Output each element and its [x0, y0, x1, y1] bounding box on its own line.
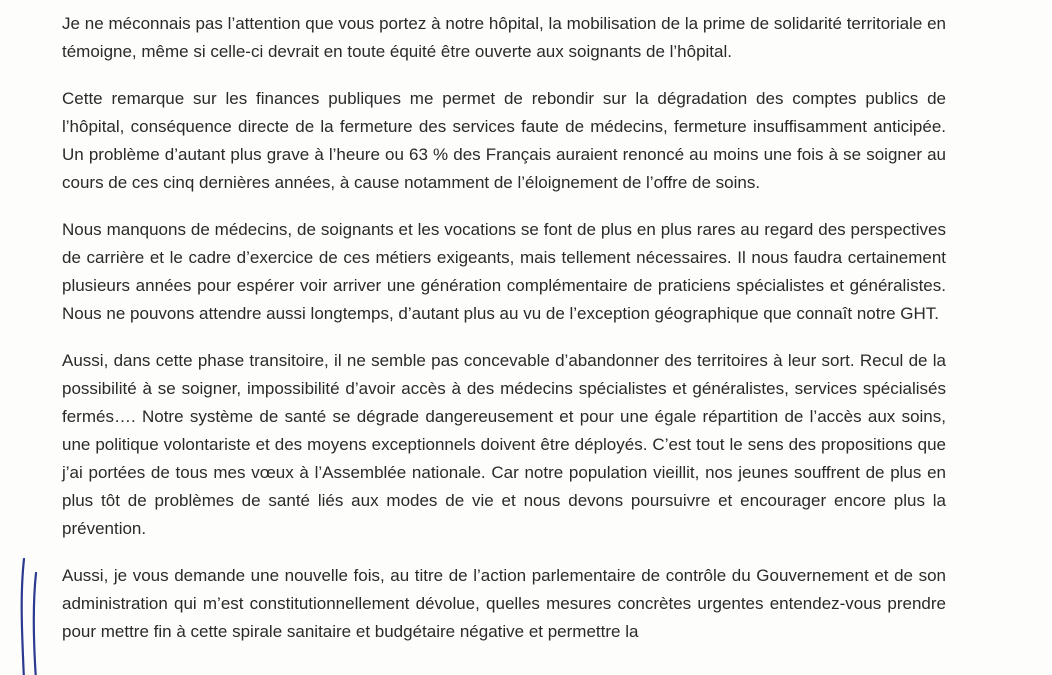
paragraph-public-finances: Cette remarque sur les finances publiques me permet de rebondir sur la dégradation des comptes publics de l’hôpital, conséquence directe de la fermeture des services faute de médecins, fermeture insuffisamment anticipée. Un problème d’autant plus grave à l’heure ou 63 % des Français auraient renoncé au moins une fois à se soigner au cours de ces cinq dernières années, à cause notamment de l’éloignement de l’offre de soins. — [62, 89, 946, 192]
paragraph-request-measures: Aussi, je vous demande une nouvelle fois, au titre de l’action parlementaire de contrôle du Gouvernement et de son administration qui m’est constitutionnellement dévolue, quelles mesures concrètes urgentes entendez-vous prendre pour mettre fin à cette spirale sanitaire et budgétaire négative et permettre la — [62, 566, 946, 641]
letter-body — [62, 10, 946, 665]
handwritten-margin-mark — [14, 555, 54, 675]
paragraph-transition-phase: Aussi, dans cette phase transitoire, il ne semble pas concevable d’abandonner des territoires à leur sort. Recul de la possibilité à se soigner, impossibilité d’avoir accès à des médecins spécialistes et généralistes, services spécialisés fermés…. Notre système de santé se dégrade dangereusement et pour une égale répartition de l’accès aux soins, une politique volontariste et des moyens exceptionnels doivent être déployés. C’est tout le sens des propositions que j’ai portées de tous mes vœux à l’Assemblée nationale. Car notre population vieillit, nos jeunes souffrent de plus en plus tôt de problèmes de santé liés aux modes de vie et nous devons poursuivre et encourager encore plus la prévention. — [62, 351, 946, 538]
paragraph-doctor-shortage: Nous manquons de médecins, de soignants et les vocations se font de plus en plus rares au regard des perspectives de carrière et le cadre d’exercice de ces métiers exigeants, mais tellement nécessaires. Il nous faudra certainement plusieurs années pour espérer voir arriver une génération complémentaire de praticiens spécialistes et généralistes. Nous ne pouvons attendre aussi longtemps, d’autant plus au vu de l’exception géographique que connaît notre GHT. — [62, 220, 946, 323]
paragraph-hospital-attention: Je ne méconnais pas l’attention que vous portez à notre hôpital, la mobilisation de la prime de solidarité territoriale en témoigne, même si celle-ci devrait en toute équité être ouverte aux soignants de l’hôpital. — [62, 14, 946, 61]
